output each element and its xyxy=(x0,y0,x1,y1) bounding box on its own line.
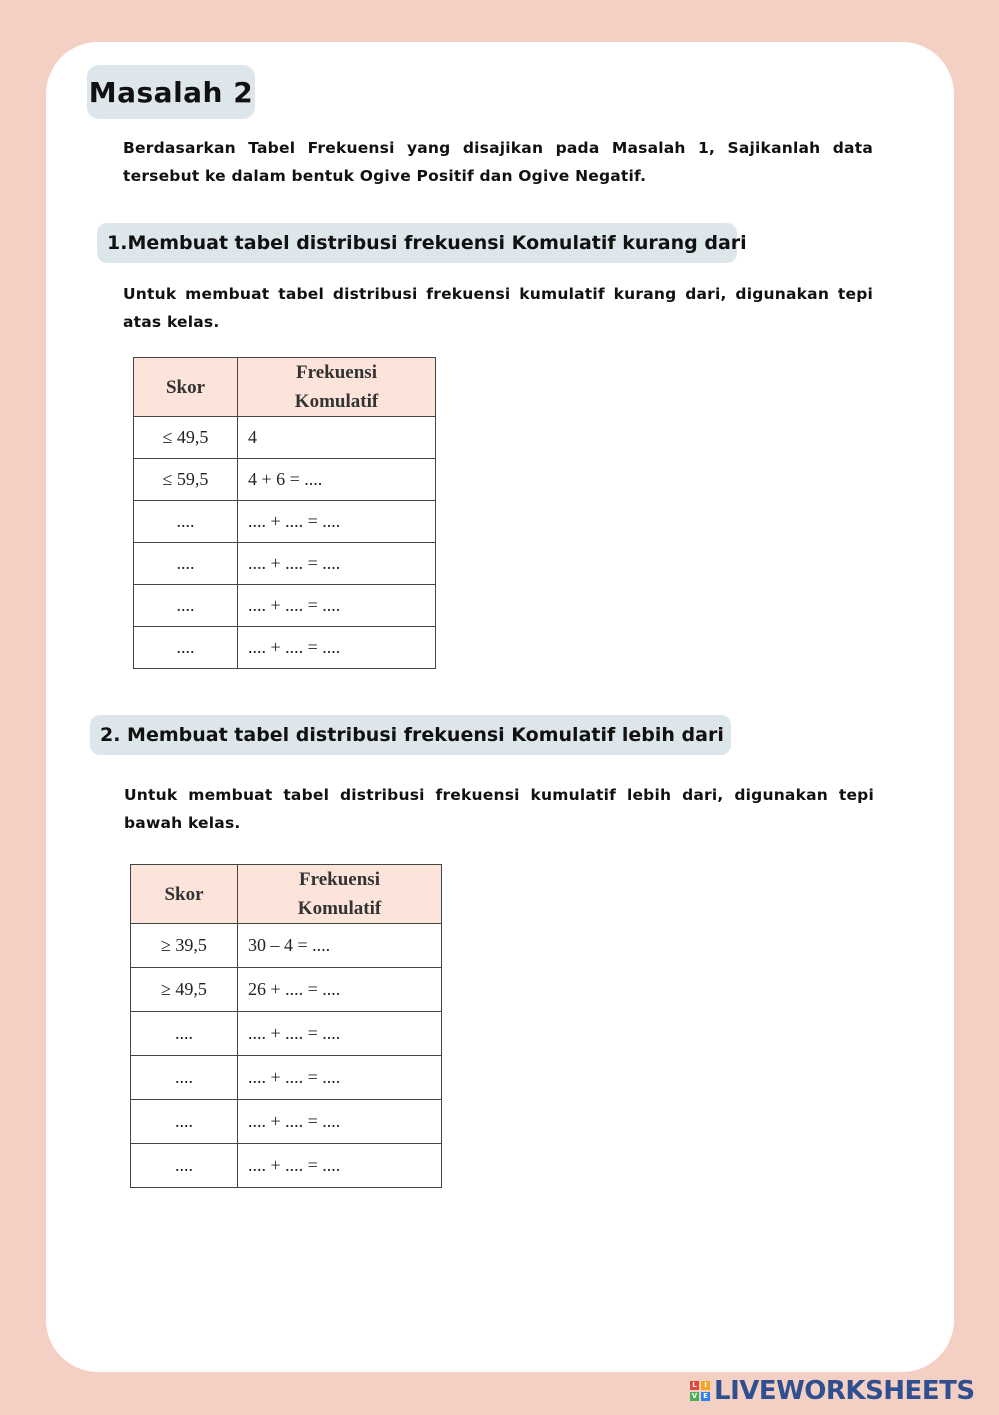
table-row xyxy=(134,543,436,585)
fk-cell: 4 xyxy=(238,417,436,459)
skor-cell: .... xyxy=(131,1100,238,1144)
table1-header-fk-line1: Frekuensi xyxy=(296,362,377,383)
liveworksheets-logo-icon xyxy=(690,1381,710,1401)
fk-cell: .... + .... = .... xyxy=(238,1012,442,1056)
fk-cell: 4 + 6 = .... xyxy=(238,459,436,501)
table2-header-fk-line2: Komulatif xyxy=(297,898,382,919)
section1-heading xyxy=(97,223,747,263)
table-row xyxy=(131,1144,442,1188)
table2-header-skor: Skor xyxy=(131,865,238,924)
table-row xyxy=(134,501,436,543)
table-row xyxy=(134,459,436,501)
table-row xyxy=(134,627,436,669)
section1-text: Untuk membuat tabel distribusi frekuensi kumulatif kurang dari, digunakan tepi atas kelas. xyxy=(123,285,873,331)
skor-cell: ≥ 49,5 xyxy=(131,968,238,1012)
skor-cell: .... xyxy=(131,1144,238,1188)
fk-cell: .... + .... = .... xyxy=(238,1100,442,1144)
table2-header-fk-line1: Frekuensi xyxy=(299,869,380,890)
section2-heading-text: 2. Membuat tabel distribusi frekuensi Komulatif lebih dari xyxy=(100,724,724,746)
logo-square: L xyxy=(690,1381,699,1390)
logo-square: V xyxy=(691,1392,698,1400)
skor-cell: .... xyxy=(131,1056,238,1100)
fk-cell: 26 + .... = .... xyxy=(238,968,442,1012)
logo-square: E xyxy=(701,1392,710,1401)
cumulative-more-than-table xyxy=(130,864,442,1188)
table-row xyxy=(131,1100,442,1144)
table-row xyxy=(131,1012,442,1056)
section2-text: Untuk membuat tabel distribusi frekuensi kumulatif lebih dari, digunakan tepi bawah kelas. xyxy=(124,786,874,832)
fk-cell: .... + .... = .... xyxy=(238,585,436,627)
logo-square: I xyxy=(701,1381,710,1390)
skor-cell: .... xyxy=(134,585,238,627)
table1-header-fk xyxy=(238,358,436,417)
fk-cell: .... + .... = .... xyxy=(238,627,436,669)
skor-cell: .... xyxy=(134,543,238,585)
cumulative-less-than-table xyxy=(133,357,436,669)
table-row xyxy=(131,924,442,968)
skor-cell: ≥ 39,5 xyxy=(131,924,238,968)
section2-heading xyxy=(90,715,731,755)
table1-header-fk-line2: Komulatif xyxy=(294,391,379,412)
fk-cell: 30 – 4 = .... xyxy=(238,924,442,968)
fk-cell: .... + .... = .... xyxy=(238,543,436,585)
table1-header-skor: Skor xyxy=(134,358,238,417)
skor-cell: .... xyxy=(134,627,238,669)
skor-cell: ≤ 49,5 xyxy=(134,417,238,459)
table-row xyxy=(134,417,436,459)
skor-cell: ≤ 59,5 xyxy=(134,459,238,501)
intro-text: Berdasarkan Tabel Frekuensi yang disajikan pada Masalah 1, Sajikanlah data tersebut ke dalam bentuk Ogive Positif dan Ogive Negatif. xyxy=(123,139,873,185)
fk-cell: .... + .... = .... xyxy=(238,501,436,543)
table-row xyxy=(131,968,442,1012)
fk-cell: .... + .... = .... xyxy=(238,1144,442,1188)
skor-cell: .... xyxy=(134,501,238,543)
skor-cell: .... xyxy=(131,1012,238,1056)
brand-name: LIVEWORKSHEETS xyxy=(714,1376,975,1406)
section1-heading-text: 1.Membuat tabel distribusi frekuensi Komulatif kurang dari xyxy=(107,232,747,254)
page-title: Masalah 2 xyxy=(87,65,255,119)
fk-cell: .... + .... = .... xyxy=(238,1056,442,1100)
table-row xyxy=(134,585,436,627)
table2-header-fk xyxy=(238,865,442,924)
liveworksheets-logo[interactable] xyxy=(690,1374,975,1408)
table-row xyxy=(131,1056,442,1100)
